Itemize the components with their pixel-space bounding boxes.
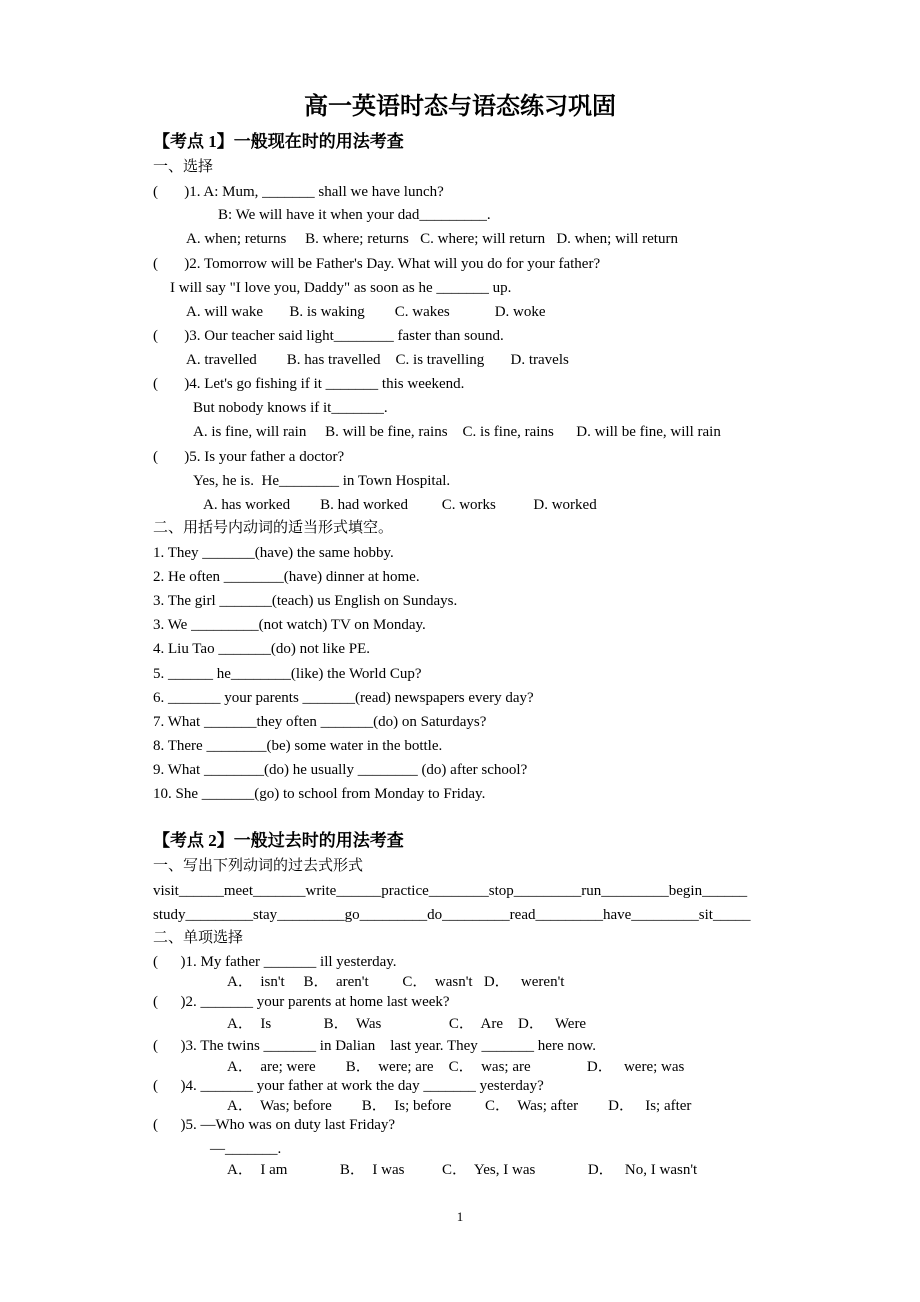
section1-heading: 【考点 1】一般现在时的用法考查 <box>153 132 404 151</box>
s1-question-4-options: A. is fine, will rain B. will be fine, rains C. is fine, rains D. will be fine, will rain <box>193 424 721 440</box>
verbs-row-2: study_________stay_________go_________do_________read_________have_________sit_____ <box>153 907 751 923</box>
section1-part2-heading: 二、用括号内动词的适当形式填空。 <box>153 520 394 536</box>
fill-item: 6. _______ your parents _______(read) newspapers every day? <box>153 690 534 706</box>
section2-part1-heading: 一、写出下列动词的过去式形式 <box>153 858 364 874</box>
section1-part1-heading: 一、选择 <box>153 159 214 175</box>
s2-question-3: ( )3. The twins _______ in Dalian last year. They _______ here now. <box>153 1038 596 1054</box>
section2-heading: 【考点 2】一般过去时的用法考查 <box>153 831 404 850</box>
s2-question-1: ( )1. My father _______ ill yesterday. <box>153 954 397 970</box>
fill-item: 3. The girl _______(teach) us English on Sundays. <box>153 593 458 609</box>
s1-question-5-line2: Yes, he is. He________ in Town Hospital. <box>193 473 451 489</box>
s1-question-3-options: A. travelled B. has travelled C. is travelling D. travels <box>186 352 569 368</box>
s1-question-3: ( )3. Our teacher said light________ faster than sound. <box>153 328 504 344</box>
verbs-row-1: visit______meet_______write______practice________stop_________run_________begin______ <box>153 883 748 899</box>
fill-item: 7. What _______they often _______(do) on Saturdays? <box>153 714 487 730</box>
s1-question-4: ( )4. Let's go fishing if it _______ this weekend. <box>153 376 465 392</box>
fill-item: 4. Liu Tao _______(do) not like PE. <box>153 641 370 657</box>
s2-question-1-options: A． isn't B． aren't C． wasn't D． weren't <box>227 974 565 990</box>
section2-part2-heading: 二、单项选择 <box>153 930 244 946</box>
s1-question-4-line2: But nobody knows if it_______. <box>193 400 388 416</box>
fill-item: 3. We _________(not watch) TV on Monday. <box>153 617 426 633</box>
s1-question-1: ( )1. A: Mum, _______ shall we have lunch? <box>153 184 444 200</box>
s1-question-2-line2: I will say "I love you, Daddy" as soon as he _______ up. <box>170 280 512 296</box>
s2-question-2-options: A． Is B． Was C． Are D． Were <box>227 1016 587 1032</box>
page-number: 1 <box>456 1209 464 1224</box>
fill-item: 9. What ________(do) he usually ________ (do) after school? <box>153 762 528 778</box>
s1-question-2: ( )2. Tomorrow will be Father's Day. What will you do for your father? <box>153 256 601 272</box>
s2-question-2: ( )2. _______ your parents at home last week? <box>153 994 450 1010</box>
s1-question-5-options: A. has worked B. had worked C. works D. worked <box>203 497 597 513</box>
s1-question-5: ( )5. Is your father a doctor? <box>153 449 345 465</box>
s1-question-2-options: A. will wake B. is waking C. wakes D. woke <box>186 304 546 320</box>
s2-question-4-options: A． Was; before B． Is; before C． Was; after D． Is; after <box>227 1098 692 1114</box>
page-title: 高一英语时态与语态练习巩固 <box>304 94 616 120</box>
s1-question-1-line2: B: We will have it when your dad_________. <box>218 207 491 223</box>
s2-question-4: ( )4. _______ your father at work the day _______ yesterday? <box>153 1078 544 1094</box>
fill-item: 8. There ________(be) some water in the bottle. <box>153 738 443 754</box>
fill-item: 1. They _______(have) the same hobby. <box>153 545 394 561</box>
s2-question-3-options: A． are; were B． were; are C． was; are D． were; was <box>227 1059 685 1075</box>
fill-item: 10. She _______(go) to school from Monday to Friday. <box>153 786 486 802</box>
fill-item: 5. ______ he________(like) the World Cup? <box>153 666 422 682</box>
s2-question-5-options: A． I am B． I was C． Yes, I was D． No, I wasn't <box>227 1162 698 1178</box>
s1-question-1-options: A. when; returns B. where; returns C. where; will return D. when; will return <box>186 231 678 247</box>
s2-question-5-line2: —_______. <box>210 1141 282 1157</box>
fill-item: 2. He often ________(have) dinner at home. <box>153 569 420 585</box>
s2-question-5: ( )5. —Who was on duty last Friday? <box>153 1117 396 1133</box>
